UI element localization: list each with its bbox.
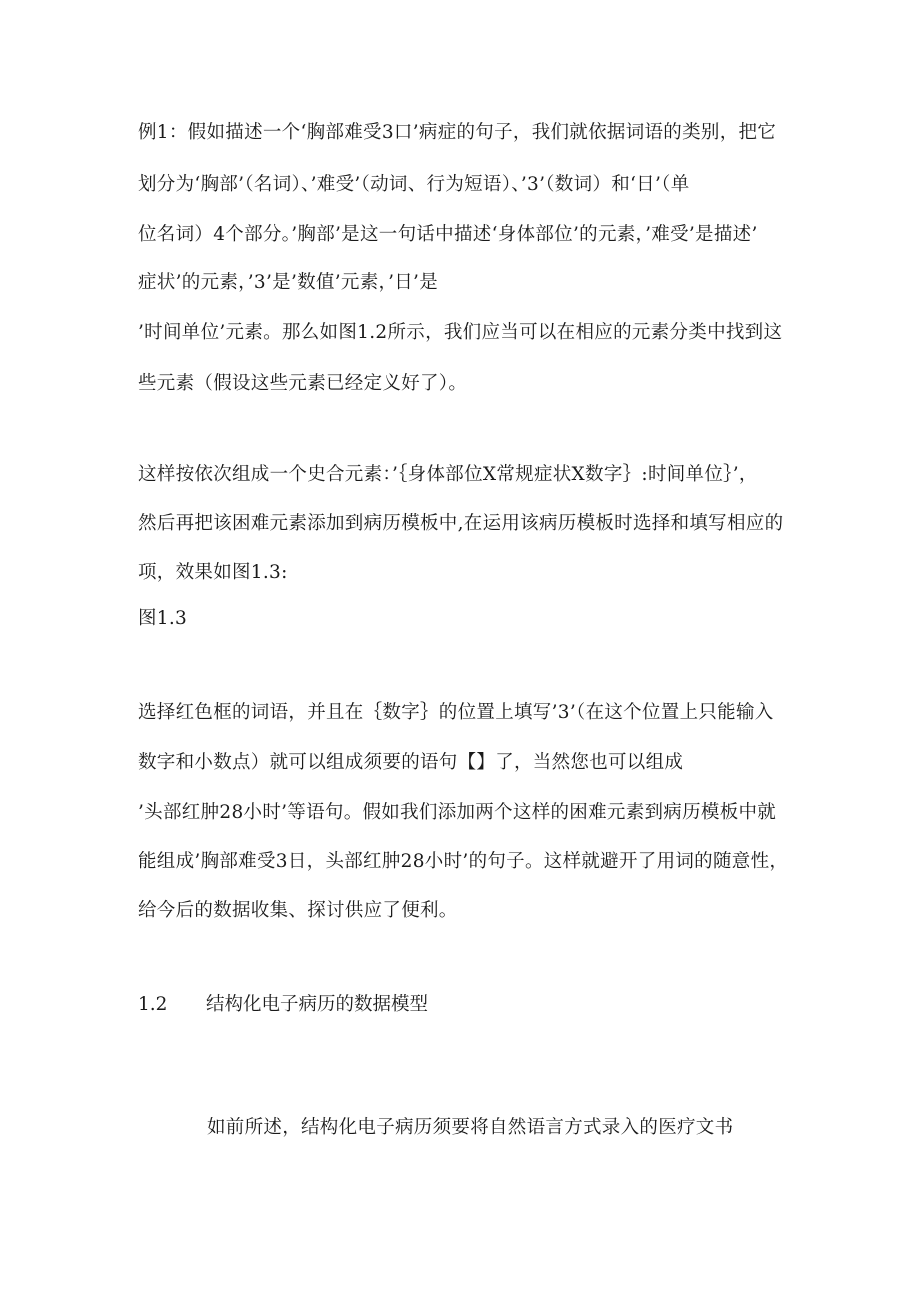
paragraph-1-line-4: 症状’的元素，’3’是’数值’元素，’日’是 [138,272,439,293]
paragraph-2-line-2: 然后再把该困难元素添加到病历模板中,在运用该病历模板时选择和填写相应的 [138,513,784,534]
section-number: 1.2 [138,994,168,1015]
paragraph-2-line-1: 这样按依次组成一个史合元素：’｛身体部位X常规症状X数字｝:时间单位｝’， [138,464,758,485]
paragraph-1-line-3: 位名词）4个部分。’胸部’是这一句话中描述‘身体部位’的元素，’难受’是描述’ [138,224,758,245]
paragraph-4-line-1: 如前所述，结构化电子病历须要将自然语言方式录入的医疗文书 [207,1117,734,1138]
paragraph-3-line-5: 给今后的数据收集、探讨供应了便利。 [138,900,458,921]
paragraph-1-line-2: 划分为‘胸部’（名词）、’难受’（动词、行为短语）、’3’（数词）和‘日’（单 [138,174,690,195]
paragraph-3-line-3: ’头部红肿28小时’等语句。假如我们添加两个这样的困难元素到病历模板中就 [138,802,777,823]
paragraph-2-line-3: 项，效果如图1.3: [138,562,288,583]
section-title: 结构化电子病历的数据模型 [206,994,429,1015]
section-heading [138,992,428,1018]
paragraph-3-line-2: 数字和小数点）就可以组成须要的语句【】了，当然您也可以组成 [138,752,684,773]
paragraph-3-line-4: 能组成’胸部难受3日，头部红肿28小时’的句子。这样就避开了用词的随意性， [138,851,789,872]
paragraph-1-line-1: 例1：假如描述一个‘胸部难受3口’病症的句子，我们就依据词语的类别，把它 [138,122,777,143]
paragraph-1-line-5: ’时间单位’元素。那么如图1.2所示，我们应当可以在相应的元素分类中找到这 [138,322,783,343]
paragraph-3-line-1: 选择红色框的词语，并且在｛数字｝的位置上填写’3’（在这个位置上只能输入 [138,702,774,723]
paragraph-1-line-6: 些元素（假设这些元素已经定义好了）。 [138,373,468,394]
figure-label: 图1.3 [138,608,188,629]
